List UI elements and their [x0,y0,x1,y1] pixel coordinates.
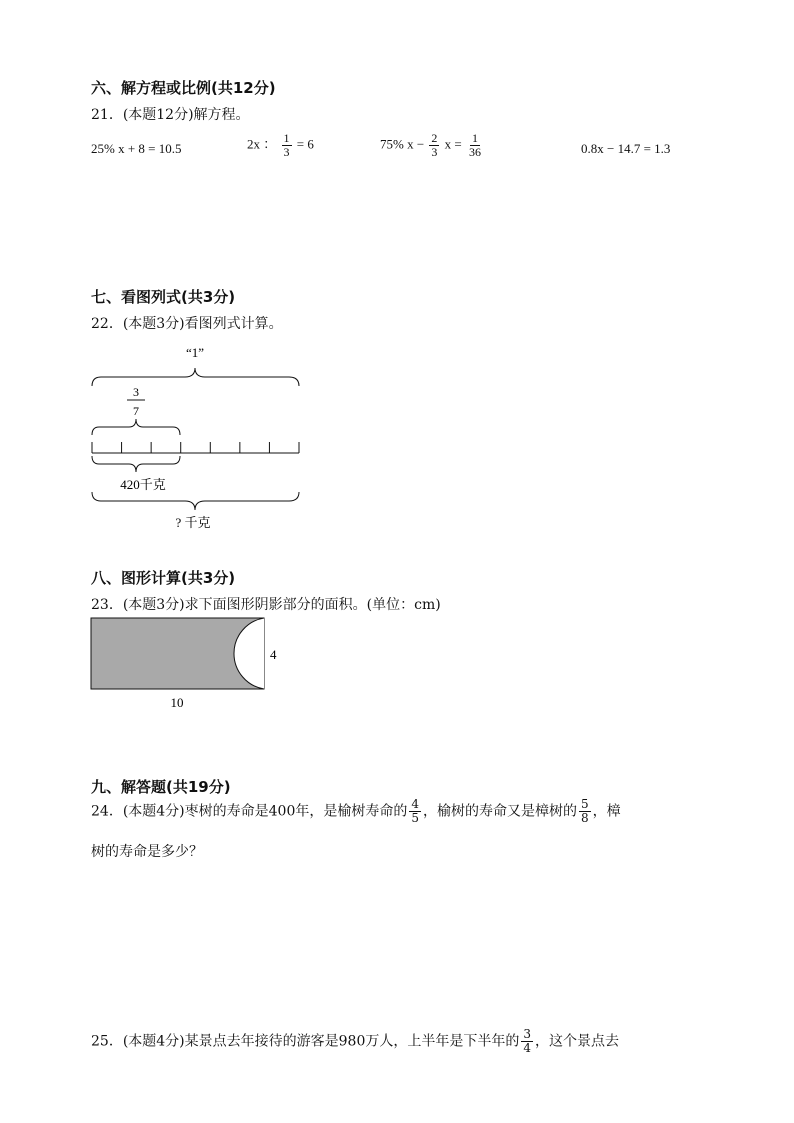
question-25-fraction [521,1028,533,1055]
fraction-numerator: 3 [523,1027,532,1041]
fraction-numerator: 4 [411,797,420,811]
fraction-denominator: 5 [411,811,420,825]
width-label: 4 [270,647,277,662]
fraction-denominator: 3 [283,145,290,159]
question-21: 21．(本题12分)解方程。 [91,107,250,123]
part-brace-bottom [92,456,180,472]
fraction-denominator: 8 [581,811,589,825]
length-label: 10 [170,695,184,710]
fraction-denominator: 4 [523,1041,532,1055]
equation-3-mid: x = [444,136,462,152]
shaded-rectangle-figure [88,615,288,715]
question-25-text-b: ，这个景点去 [535,1033,620,1050]
whole-brace [92,368,299,386]
equation-3-pre: 75% x − [380,136,425,152]
equation-2 [247,132,314,159]
question-22: 22．(本题3分)看图列式计算。 [91,316,283,332]
question-24-fraction-2 [579,798,591,825]
section-8-title: 八、图形计算(共3分) [91,569,236,587]
equation-3-fraction-1 [429,132,439,159]
question-24-text-b: ，榆树的寿命又是樟树的 [423,803,578,820]
fraction-numerator: 3 [133,385,139,399]
equation-4: 0.8x − 14.7 = 1.3 [581,141,671,156]
question-24 [91,798,621,825]
fraction-numerator: 1 [472,131,479,145]
fraction-numerator: 1 [283,131,290,145]
fraction-denominator: 36 [469,145,482,159]
section-6-title: 六、解方程或比例(共12分) [91,79,276,97]
question-25-text-a: 25．(本题4分)某景点去年接待的游客是980万人，上半年是下半年的 [91,1033,520,1050]
section-9-title: 九、解答题(共19分) [91,778,231,796]
part-brace-top [92,419,180,435]
question-24-text-c: ，樟 [592,803,621,820]
part-label: 420千克 [120,477,166,492]
question-24-fraction-1 [409,798,421,825]
line-segment-diagram [85,340,315,535]
total-brace [92,492,299,510]
whole-label: “1” [185,345,205,360]
fraction-denominator: 3 [431,145,438,159]
fraction-numerator: 5 [581,797,589,811]
question-24-line-2: 树的寿命是多少？ [91,844,203,860]
question-25 [91,1028,619,1055]
segment-line [92,442,299,453]
equation-1: 25% x + 8 = 10.5 [91,141,182,156]
equation-2-post: = 6 [296,136,314,152]
equation-3 [380,132,485,159]
fraction-numerator: 2 [431,131,438,145]
equation-2-pre: 2x ： [247,136,277,152]
equation-2-fraction [282,132,292,159]
equation-3-fraction-2 [467,132,483,159]
section-7-title: 七、看图列式(共3分) [91,288,236,306]
fraction-denominator: 7 [133,404,139,418]
total-label: ? 千克 [175,515,211,530]
question-23: 23．(本题3分)求下面图形阴影部分的面积。(单位：cm) [91,597,441,613]
question-24-text-a: 24．(本题4分)枣树的寿命是400年，是榆树寿命的 [91,803,408,820]
